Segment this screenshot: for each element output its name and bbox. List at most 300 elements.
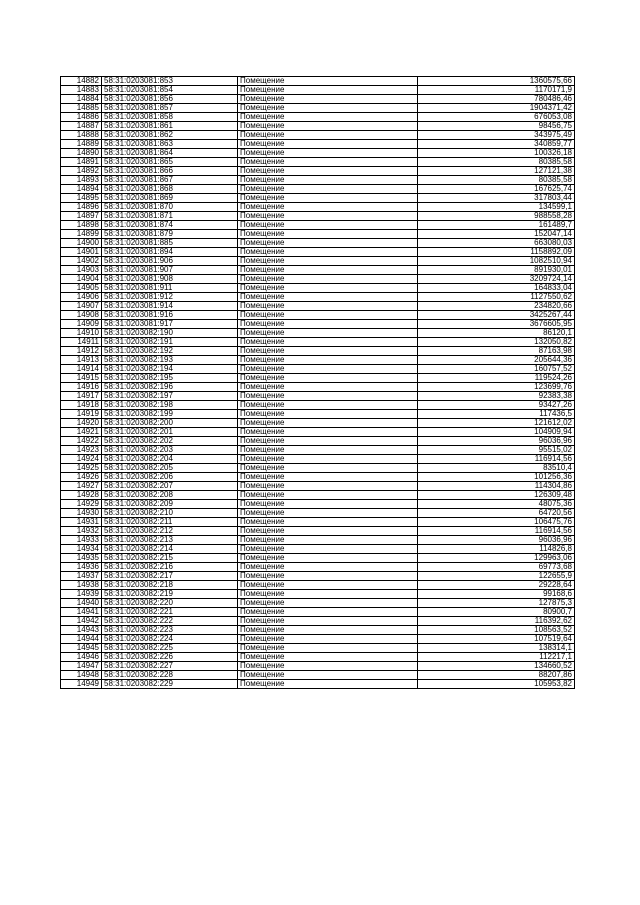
object-type-cell: Помещение	[238, 383, 418, 392]
table-row	[61, 122, 575, 131]
table-row	[61, 401, 575, 410]
cadastral-value-cell: 317803,44	[418, 194, 575, 203]
row-number-cell: 14890	[61, 149, 102, 158]
object-type-cell: Помещение	[238, 149, 418, 158]
table-row	[61, 527, 575, 536]
row-number-cell: 14943	[61, 626, 102, 635]
row-number-cell: 14889	[61, 140, 102, 149]
table-row	[61, 392, 575, 401]
cadastral-value-cell: 343975,49	[418, 131, 575, 140]
cadastral-value-cell: 92383,38	[418, 392, 575, 401]
object-type-cell: Помещение	[238, 122, 418, 131]
object-type-cell: Помещение	[238, 617, 418, 626]
object-type-cell: Помещение	[238, 482, 418, 491]
cadastral-number-cell: 58:31:0203081:868	[102, 185, 238, 194]
object-type-cell: Помещение	[238, 131, 418, 140]
table-row	[61, 482, 575, 491]
cadastral-value-cell: 80385,58	[418, 176, 575, 185]
object-type-cell: Помещение	[238, 410, 418, 419]
cadastral-number-cell: 58:31:0203082:208	[102, 491, 238, 500]
row-number-cell: 14927	[61, 482, 102, 491]
row-number-cell: 14932	[61, 527, 102, 536]
cadastral-number-cell: 58:31:0203081:871	[102, 212, 238, 221]
object-type-cell: Помещение	[238, 680, 418, 689]
table-row	[61, 239, 575, 248]
cadastral-number-cell: 58:31:0203081:917	[102, 320, 238, 329]
cadastral-value-cell: 116914,56	[418, 455, 575, 464]
cadastral-number-cell: 58:31:0203081:894	[102, 248, 238, 257]
row-number-cell: 14897	[61, 212, 102, 221]
table-row	[61, 266, 575, 275]
table-row	[61, 617, 575, 626]
object-type-cell: Помещение	[238, 311, 418, 320]
cadastral-number-cell: 58:31:0203081:911	[102, 284, 238, 293]
object-type-cell: Помещение	[238, 527, 418, 536]
cadastral-value-cell: 69773,68	[418, 563, 575, 572]
table-row	[61, 635, 575, 644]
row-number-cell: 14896	[61, 203, 102, 212]
table-row	[61, 491, 575, 500]
cadastral-number-cell: 58:31:0203081:879	[102, 230, 238, 239]
row-number-cell: 14947	[61, 662, 102, 671]
object-type-cell: Помещение	[238, 428, 418, 437]
cadastral-number-cell: 58:31:0203082:210	[102, 509, 238, 518]
cadastral-number-cell: 58:31:0203081:863	[102, 140, 238, 149]
cadastral-number-cell: 58:31:0203082:190	[102, 329, 238, 338]
object-type-cell: Помещение	[238, 626, 418, 635]
row-number-cell: 14935	[61, 554, 102, 563]
row-number-cell: 14944	[61, 635, 102, 644]
cadastral-value-cell: 132050,82	[418, 338, 575, 347]
registry-table-body	[61, 77, 575, 689]
cadastral-value-cell: 234820,66	[418, 302, 575, 311]
object-type-cell: Помещение	[238, 257, 418, 266]
table-row	[61, 500, 575, 509]
cadastral-number-cell: 58:31:0203082:206	[102, 473, 238, 482]
cadastral-value-cell: 152047,14	[418, 230, 575, 239]
object-type-cell: Помещение	[238, 563, 418, 572]
cadastral-value-cell: 105953,82	[418, 680, 575, 689]
table-row	[61, 455, 575, 464]
row-number-cell: 14937	[61, 572, 102, 581]
row-number-cell: 14921	[61, 428, 102, 437]
cadastral-number-cell: 58:31:0203082:198	[102, 401, 238, 410]
object-type-cell: Помещение	[238, 95, 418, 104]
cadastral-number-cell: 58:31:0203081:865	[102, 158, 238, 167]
table-row	[61, 176, 575, 185]
row-number-cell: 14928	[61, 491, 102, 500]
table-row	[61, 680, 575, 689]
cadastral-number-cell: 58:31:0203081:908	[102, 275, 238, 284]
row-number-cell: 14915	[61, 374, 102, 383]
object-type-cell: Помещение	[238, 455, 418, 464]
table-row	[61, 293, 575, 302]
row-number-cell: 14888	[61, 131, 102, 140]
cadastral-value-cell: 1082510,94	[418, 257, 575, 266]
row-number-cell: 14912	[61, 347, 102, 356]
cadastral-value-cell: 1127550,62	[418, 293, 575, 302]
table-row	[61, 248, 575, 257]
cadastral-number-cell: 58:31:0203082:219	[102, 590, 238, 599]
object-type-cell: Помещение	[238, 302, 418, 311]
row-number-cell: 14948	[61, 671, 102, 680]
table-row	[61, 509, 575, 518]
cadastral-number-cell: 58:31:0203082:192	[102, 347, 238, 356]
cadastral-value-cell: 129963,06	[418, 554, 575, 563]
row-number-cell: 14899	[61, 230, 102, 239]
cadastral-value-cell: 134660,52	[418, 662, 575, 671]
cadastral-number-cell: 58:31:0203082:223	[102, 626, 238, 635]
row-number-cell: 14930	[61, 509, 102, 518]
cadastral-value-cell: 3425267,44	[418, 311, 575, 320]
table-row	[61, 374, 575, 383]
row-number-cell: 14908	[61, 311, 102, 320]
row-number-cell: 14893	[61, 176, 102, 185]
cadastral-number-cell: 58:31:0203081:862	[102, 131, 238, 140]
row-number-cell: 14895	[61, 194, 102, 203]
row-number-cell: 14920	[61, 419, 102, 428]
row-number-cell: 14887	[61, 122, 102, 131]
cadastral-number-cell: 58:31:0203082:226	[102, 653, 238, 662]
table-row	[61, 410, 575, 419]
cadastral-number-cell: 58:31:0203082:215	[102, 554, 238, 563]
table-row	[61, 338, 575, 347]
table-row	[61, 518, 575, 527]
cadastral-value-cell: 80900,7	[418, 608, 575, 617]
table-row	[61, 347, 575, 356]
cadastral-value-cell: 663080,03	[418, 239, 575, 248]
cadastral-number-cell: 58:31:0203082:199	[102, 410, 238, 419]
cadastral-number-cell: 58:31:0203081:885	[102, 239, 238, 248]
object-type-cell: Помещение	[238, 320, 418, 329]
cadastral-number-cell: 58:31:0203081:854	[102, 86, 238, 95]
cadastral-value-cell: 340859,77	[418, 140, 575, 149]
cadastral-value-cell: 88207,86	[418, 671, 575, 680]
table-row	[61, 194, 575, 203]
table-row	[61, 77, 575, 86]
table-row	[61, 320, 575, 329]
cadastral-number-cell: 58:31:0203081:856	[102, 95, 238, 104]
cadastral-value-cell: 48075,36	[418, 500, 575, 509]
table-row	[61, 473, 575, 482]
row-number-cell: 14882	[61, 77, 102, 86]
object-type-cell: Помещение	[238, 176, 418, 185]
object-type-cell: Помещение	[238, 329, 418, 338]
cadastral-value-cell: 114826,8	[418, 545, 575, 554]
table-row	[61, 590, 575, 599]
row-number-cell: 14884	[61, 95, 102, 104]
cadastral-number-cell: 58:31:0203082:228	[102, 671, 238, 680]
table-row	[61, 671, 575, 680]
object-type-cell: Помещение	[238, 230, 418, 239]
row-number-cell: 14917	[61, 392, 102, 401]
cadastral-value-cell: 160757,52	[418, 365, 575, 374]
table-row	[61, 563, 575, 572]
cadastral-number-cell: 58:31:0203082:224	[102, 635, 238, 644]
row-number-cell: 14936	[61, 563, 102, 572]
cadastral-number-cell: 58:31:0203082:209	[102, 500, 238, 509]
cadastral-value-cell: 95515,02	[418, 446, 575, 455]
row-number-cell: 14904	[61, 275, 102, 284]
cadastral-number-cell: 58:31:0203082:194	[102, 365, 238, 374]
object-type-cell: Помещение	[238, 581, 418, 590]
cadastral-value-cell: 121612,02	[418, 419, 575, 428]
cadastral-number-cell: 58:31:0203082:203	[102, 446, 238, 455]
cadastral-value-cell: 116392,62	[418, 617, 575, 626]
row-number-cell: 14894	[61, 185, 102, 194]
table-row	[61, 212, 575, 221]
cadastral-value-cell: 29228,64	[418, 581, 575, 590]
cadastral-value-cell: 86120,1	[418, 329, 575, 338]
cadastral-value-cell: 1158892,09	[418, 248, 575, 257]
table-row	[61, 329, 575, 338]
cadastral-value-cell: 64720,56	[418, 509, 575, 518]
table-row	[61, 572, 575, 581]
row-number-cell: 14883	[61, 86, 102, 95]
cadastral-number-cell: 58:31:0203082:218	[102, 581, 238, 590]
object-type-cell: Помещение	[238, 473, 418, 482]
cadastral-number-cell: 58:31:0203082:197	[102, 392, 238, 401]
row-number-cell: 14909	[61, 320, 102, 329]
object-type-cell: Помещение	[238, 374, 418, 383]
object-type-cell: Помещение	[238, 266, 418, 275]
object-type-cell: Помещение	[238, 653, 418, 662]
cadastral-number-cell: 58:31:0203082:229	[102, 680, 238, 689]
cadastral-number-cell: 58:31:0203081:858	[102, 113, 238, 122]
object-type-cell: Помещение	[238, 599, 418, 608]
object-type-cell: Помещение	[238, 293, 418, 302]
row-number-cell: 14933	[61, 536, 102, 545]
object-type-cell: Помещение	[238, 167, 418, 176]
row-number-cell: 14891	[61, 158, 102, 167]
table-row	[61, 158, 575, 167]
cadastral-value-cell: 205644,36	[418, 356, 575, 365]
object-type-cell: Помещение	[238, 77, 418, 86]
table-row	[61, 140, 575, 149]
cadastral-value-cell: 114304,86	[418, 482, 575, 491]
cadastral-value-cell: 112217,1	[418, 653, 575, 662]
cadastral-value-cell: 1360575,66	[418, 77, 575, 86]
row-number-cell: 14934	[61, 545, 102, 554]
row-number-cell: 14900	[61, 239, 102, 248]
row-number-cell: 14938	[61, 581, 102, 590]
cadastral-value-cell: 99168,6	[418, 590, 575, 599]
cadastral-value-cell: 98456,75	[418, 122, 575, 131]
table-row	[61, 581, 575, 590]
row-number-cell: 14907	[61, 302, 102, 311]
cadastral-value-cell: 134599,1	[418, 203, 575, 212]
table-row	[61, 365, 575, 374]
cadastral-value-cell: 117436,5	[418, 410, 575, 419]
cadastral-number-cell: 58:31:0203082:216	[102, 563, 238, 572]
cadastral-number-cell: 58:31:0203082:202	[102, 437, 238, 446]
cadastral-value-cell: 1170171,9	[418, 86, 575, 95]
cadastral-number-cell: 58:31:0203082:217	[102, 572, 238, 581]
cadastral-number-cell: 58:31:0203081:914	[102, 302, 238, 311]
object-type-cell: Помещение	[238, 365, 418, 374]
table-row	[61, 653, 575, 662]
cadastral-value-cell: 108563,52	[418, 626, 575, 635]
object-type-cell: Помещение	[238, 572, 418, 581]
row-number-cell: 14892	[61, 167, 102, 176]
table-row	[61, 257, 575, 266]
table-row	[61, 302, 575, 311]
cadastral-value-cell: 138314,1	[418, 644, 575, 653]
object-type-cell: Помещение	[238, 392, 418, 401]
cadastral-number-cell: 58:31:0203082:213	[102, 536, 238, 545]
cadastral-number-cell: 58:31:0203081:866	[102, 167, 238, 176]
cadastral-number-cell: 58:31:0203081:861	[102, 122, 238, 131]
cadastral-value-cell: 93427,26	[418, 401, 575, 410]
object-type-cell: Помещение	[238, 203, 418, 212]
cadastral-value-cell: 161489,7	[418, 221, 575, 230]
cadastral-number-cell: 58:31:0203082:200	[102, 419, 238, 428]
object-type-cell: Помещение	[238, 248, 418, 257]
cadastral-value-cell: 96036,96	[418, 536, 575, 545]
cadastral-number-cell: 58:31:0203081:869	[102, 194, 238, 203]
cadastral-number-cell: 58:31:0203081:853	[102, 77, 238, 86]
table-row	[61, 419, 575, 428]
cadastral-number-cell: 58:31:0203081:870	[102, 203, 238, 212]
row-number-cell: 14940	[61, 599, 102, 608]
table-row	[61, 311, 575, 320]
object-type-cell: Помещение	[238, 644, 418, 653]
table-row	[61, 104, 575, 113]
table-row	[61, 167, 575, 176]
object-type-cell: Помещение	[238, 347, 418, 356]
table-row	[61, 230, 575, 239]
cadastral-number-cell: 58:31:0203082:212	[102, 527, 238, 536]
object-type-cell: Помещение	[238, 437, 418, 446]
table-row	[61, 185, 575, 194]
object-type-cell: Помещение	[238, 590, 418, 599]
cadastral-number-cell: 58:31:0203082:204	[102, 455, 238, 464]
table-row	[61, 131, 575, 140]
object-type-cell: Помещение	[238, 608, 418, 617]
cadastral-value-cell: 780486,46	[418, 95, 575, 104]
row-number-cell: 14911	[61, 338, 102, 347]
cadastral-number-cell: 58:31:0203081:874	[102, 221, 238, 230]
cadastral-value-cell: 116914,56	[418, 527, 575, 536]
cadastral-value-cell: 676053,08	[418, 113, 575, 122]
table-row	[61, 437, 575, 446]
cadastral-number-cell: 58:31:0203082:207	[102, 482, 238, 491]
cadastral-number-cell: 58:31:0203082:191	[102, 338, 238, 347]
object-type-cell: Помещение	[238, 446, 418, 455]
table-row	[61, 356, 575, 365]
table-row	[61, 545, 575, 554]
cadastral-value-cell: 87163,98	[418, 347, 575, 356]
row-number-cell: 14946	[61, 653, 102, 662]
cadastral-number-cell: 58:31:0203082:214	[102, 545, 238, 554]
cadastral-number-cell: 58:31:0203082:196	[102, 383, 238, 392]
table-row	[61, 113, 575, 122]
cadastral-number-cell: 58:31:0203081:864	[102, 149, 238, 158]
cadastral-value-cell: 3676605,95	[418, 320, 575, 329]
cadastral-value-cell: 100326,18	[418, 149, 575, 158]
row-number-cell: 14885	[61, 104, 102, 113]
table-row	[61, 608, 575, 617]
table-row	[61, 203, 575, 212]
cadastral-value-cell: 106475,76	[418, 518, 575, 527]
object-type-cell: Помещение	[238, 662, 418, 671]
row-number-cell: 14906	[61, 293, 102, 302]
table-row	[61, 446, 575, 455]
cadastral-number-cell: 58:31:0203081:912	[102, 293, 238, 302]
row-number-cell: 14919	[61, 410, 102, 419]
row-number-cell: 14922	[61, 437, 102, 446]
row-number-cell: 14949	[61, 680, 102, 689]
cadastral-value-cell: 891930,01	[418, 266, 575, 275]
row-number-cell: 14931	[61, 518, 102, 527]
table-row	[61, 626, 575, 635]
object-type-cell: Помещение	[238, 356, 418, 365]
object-type-cell: Помещение	[238, 221, 418, 230]
object-type-cell: Помещение	[238, 545, 418, 554]
cadastral-value-cell: 107519,64	[418, 635, 575, 644]
cadastral-value-cell: 164833,04	[418, 284, 575, 293]
cadastral-value-cell: 80385,58	[418, 158, 575, 167]
row-number-cell: 14939	[61, 590, 102, 599]
cadastral-number-cell: 58:31:0203082:225	[102, 644, 238, 653]
cadastral-number-cell: 58:31:0203081:916	[102, 311, 238, 320]
row-number-cell: 14918	[61, 401, 102, 410]
row-number-cell: 14910	[61, 329, 102, 338]
cadastral-number-cell: 58:31:0203082:221	[102, 608, 238, 617]
row-number-cell: 14898	[61, 221, 102, 230]
cadastral-number-cell: 58:31:0203081:867	[102, 176, 238, 185]
row-number-cell: 14902	[61, 257, 102, 266]
row-number-cell: 14905	[61, 284, 102, 293]
row-number-cell: 14901	[61, 248, 102, 257]
object-type-cell: Помещение	[238, 140, 418, 149]
cadastral-number-cell: 58:31:0203082:205	[102, 464, 238, 473]
object-type-cell: Помещение	[238, 509, 418, 518]
cadastral-value-cell: 96036,96	[418, 437, 575, 446]
cadastral-number-cell: 58:31:0203082:220	[102, 599, 238, 608]
table-row	[61, 662, 575, 671]
table-row	[61, 428, 575, 437]
row-number-cell: 14945	[61, 644, 102, 653]
object-type-cell: Помещение	[238, 500, 418, 509]
cadastral-value-cell: 988558,28	[418, 212, 575, 221]
row-number-cell: 14916	[61, 383, 102, 392]
row-number-cell: 14923	[61, 446, 102, 455]
object-type-cell: Помещение	[238, 554, 418, 563]
table-row	[61, 86, 575, 95]
object-type-cell: Помещение	[238, 275, 418, 284]
cadastral-value-cell: 119524,26	[418, 374, 575, 383]
object-type-cell: Помещение	[238, 518, 418, 527]
object-type-cell: Помещение	[238, 113, 418, 122]
object-type-cell: Помещение	[238, 212, 418, 221]
table-row	[61, 536, 575, 545]
cadastral-value-cell: 127121,38	[418, 167, 575, 176]
cadastral-value-cell: 122655,9	[418, 572, 575, 581]
table-row	[61, 149, 575, 158]
table-row	[61, 464, 575, 473]
table-row	[61, 383, 575, 392]
row-number-cell: 14926	[61, 473, 102, 482]
table-row	[61, 95, 575, 104]
cadastral-number-cell: 58:31:0203081:906	[102, 257, 238, 266]
row-number-cell: 14914	[61, 365, 102, 374]
table-row	[61, 284, 575, 293]
cadastral-number-cell: 58:31:0203081:907	[102, 266, 238, 275]
table-row	[61, 221, 575, 230]
cadastral-number-cell: 58:31:0203081:857	[102, 104, 238, 113]
row-number-cell: 14941	[61, 608, 102, 617]
